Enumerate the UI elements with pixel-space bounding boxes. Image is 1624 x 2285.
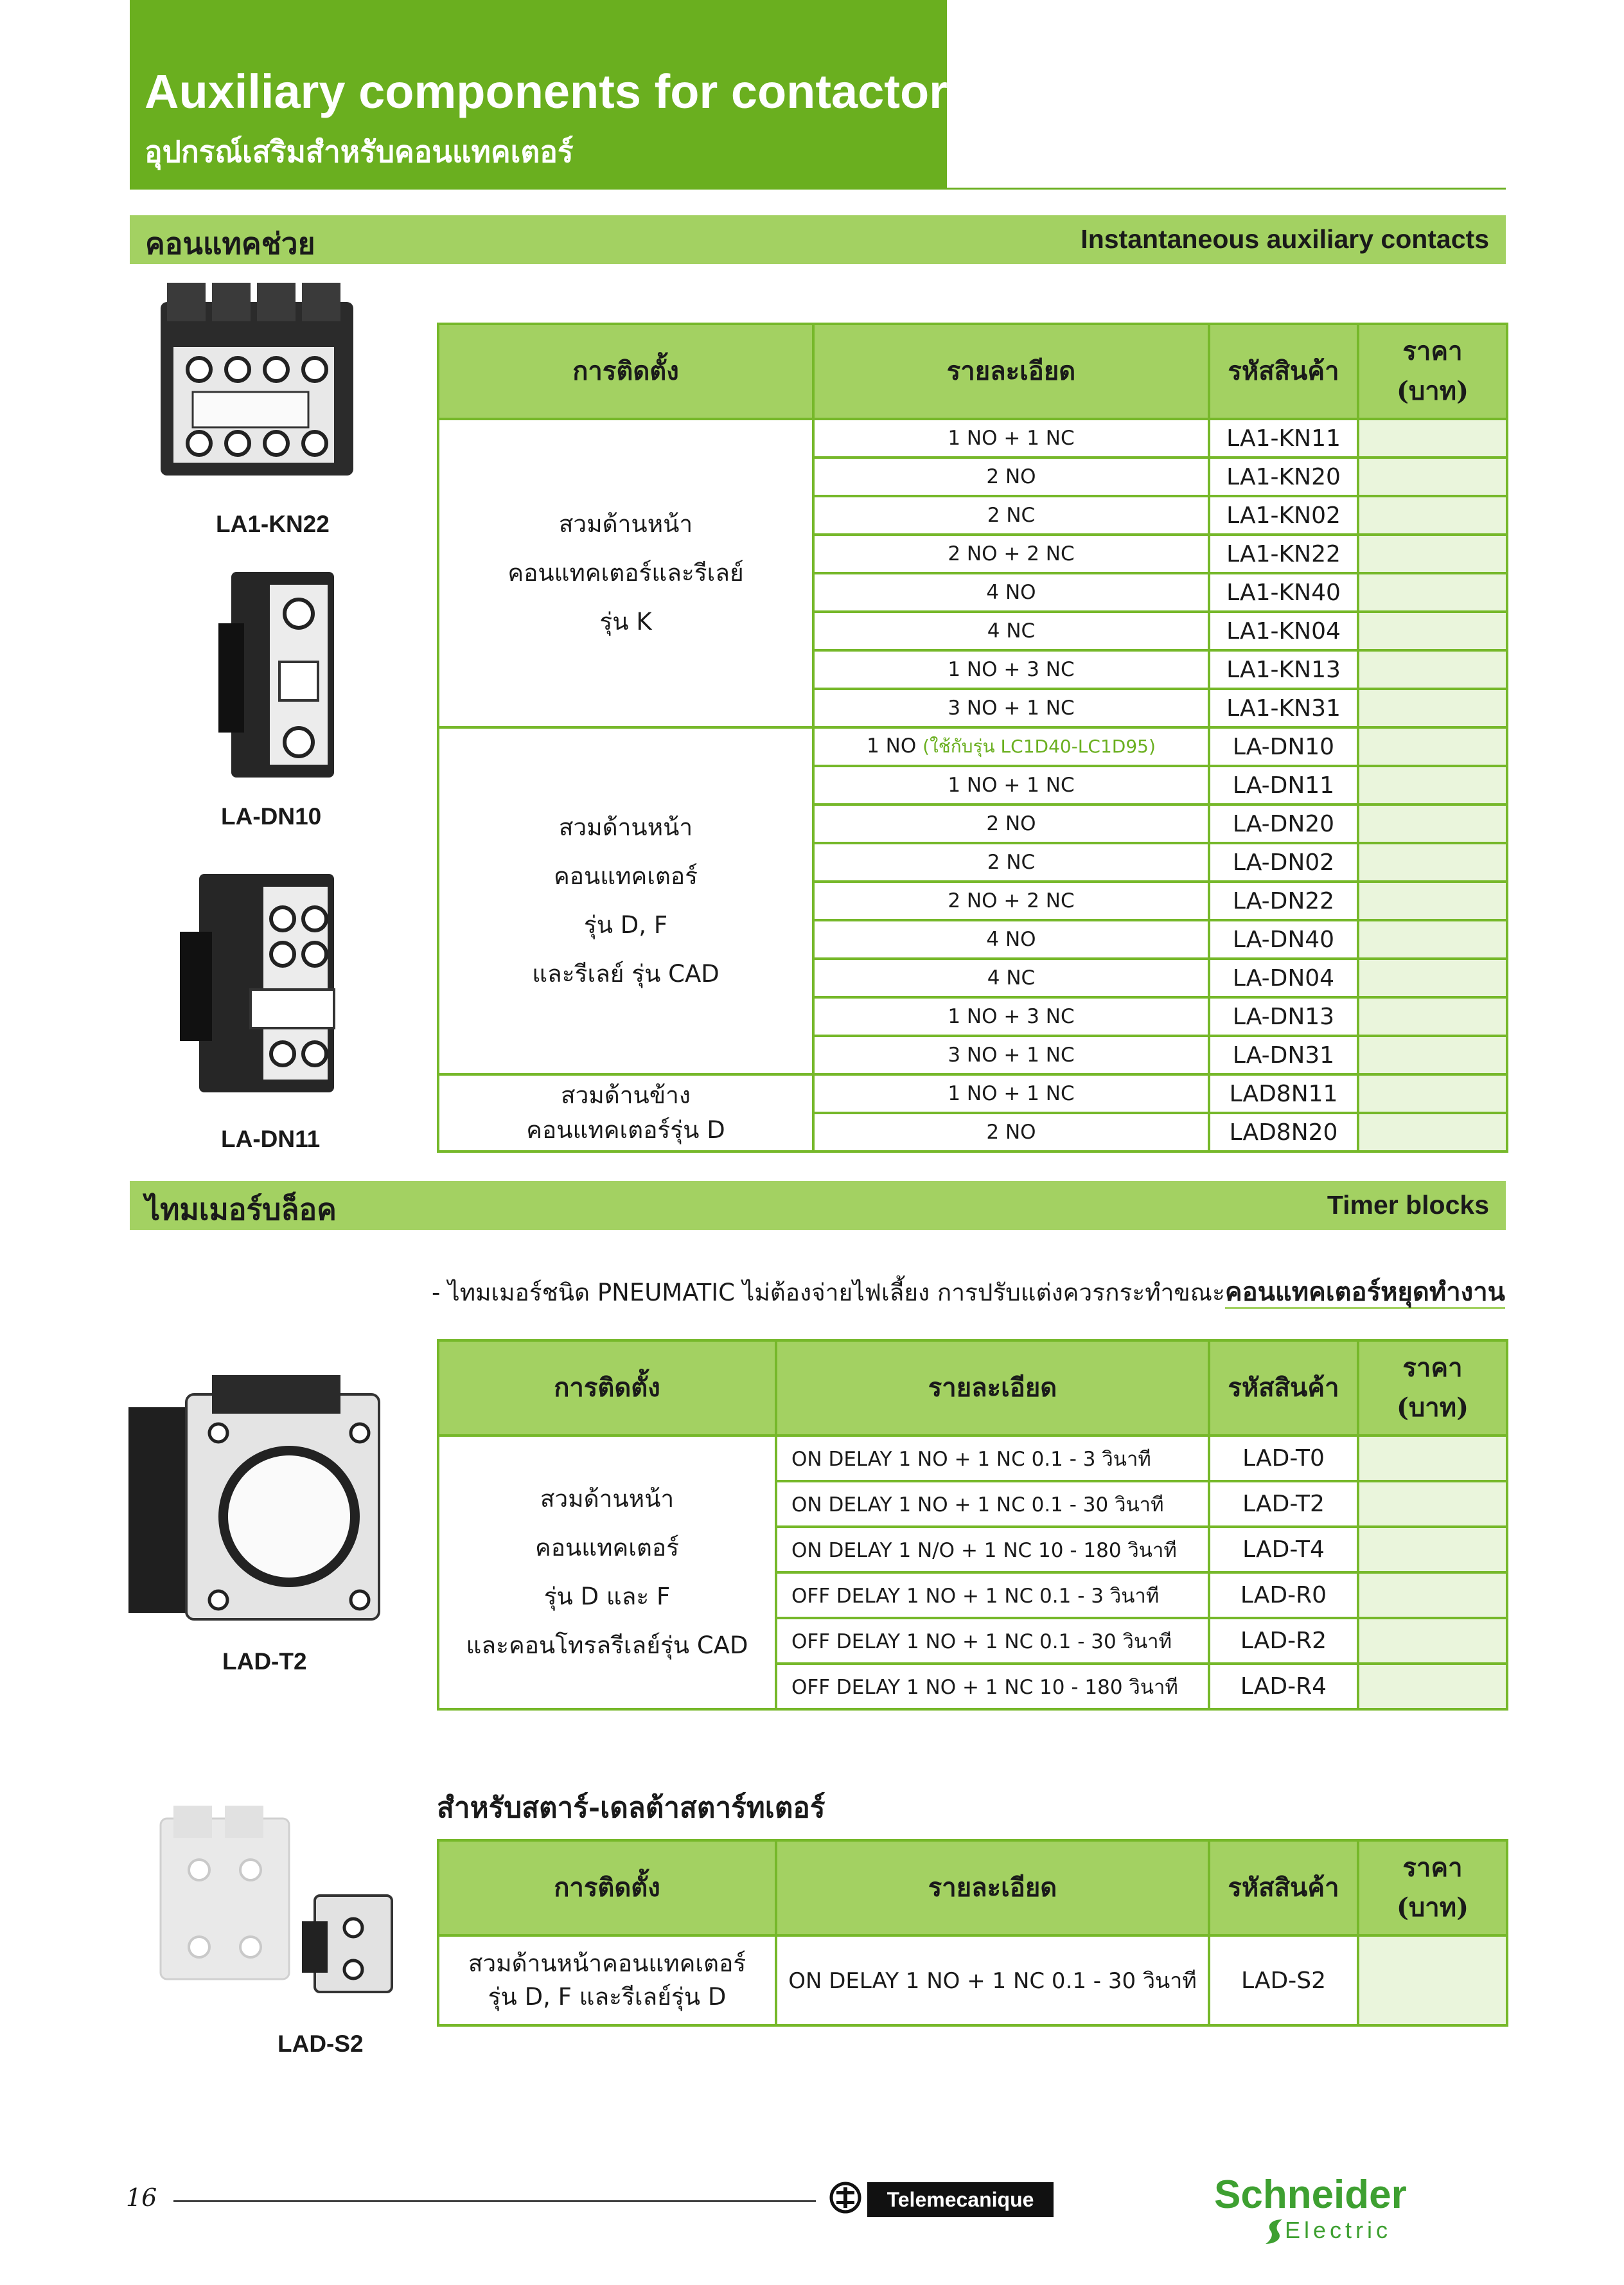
section-title-th: ไทมเมอร์บล็อค <box>145 1192 337 1227</box>
code-cell: LA-DN02 <box>1209 843 1358 882</box>
installation-cell: สวมด้านหน้าคอนแทคเตอร์ รุ่น D, F และรีเลย์รุ่น D <box>438 1935 776 2025</box>
price-cell <box>1358 882 1507 920</box>
table-row <box>438 1436 1507 1481</box>
code-cell: LAD-R4 <box>1209 1664 1358 1709</box>
detail-cell: 1 NO + 1 NC <box>813 419 1209 458</box>
code-cell: LAD-T2 <box>1209 1481 1358 1527</box>
code-cell: LA1-KN20 <box>1209 458 1358 496</box>
price-cell <box>1358 1664 1507 1709</box>
code-cell: LAD8N20 <box>1209 1113 1358 1151</box>
col-header-details: รายละเอียด <box>776 1340 1209 1436</box>
section-title-en: Instantaneous auxiliary contacts <box>1081 224 1489 254</box>
product-caption: LAD-T2 <box>222 1648 307 1675</box>
code-cell: LA-DN04 <box>1209 959 1358 997</box>
electric-brand: Electric <box>1285 2217 1392 2243</box>
price-cell <box>1358 612 1507 650</box>
timer-table-body <box>438 1436 1507 1709</box>
table-row <box>438 1935 1507 2025</box>
price-cell <box>1358 1618 1507 1664</box>
code-cell: LA-DN20 <box>1209 805 1358 843</box>
price-cell <box>1358 496 1507 535</box>
price-cell <box>1358 650 1507 689</box>
price-cell <box>1358 959 1507 997</box>
detail-cell: 2 NC <box>813 843 1209 882</box>
detail-cell: 4 NO <box>813 573 1209 612</box>
code-cell: LA-DN40 <box>1209 920 1358 959</box>
detail-cell: 4 NC <box>813 612 1209 650</box>
installation-cell: สวมด้านหน้า คอนแทคเตอร์ รุ่น D และ F และคอนโทรลรีเลย์รุ่น CAD <box>438 1436 776 1709</box>
detail-cell: 2 NC <box>813 496 1209 535</box>
detail-note: (ใช้กับรุ่น LC1D40-LC1D95) <box>922 736 1156 757</box>
page-number: 16 <box>126 2183 157 2212</box>
detail-cell: 4 NO <box>813 920 1209 959</box>
product-caption: LA-DN11 <box>221 1126 321 1152</box>
price-cell <box>1358 573 1507 612</box>
price-cell <box>1358 1572 1507 1618</box>
aux-contacts-table <box>437 323 1508 1153</box>
price-cell <box>1358 727 1507 766</box>
price-cell <box>1358 1036 1507 1074</box>
price-cell <box>1358 458 1507 496</box>
code-cell: LAD-S2 <box>1209 1935 1358 2025</box>
code-cell: LA1-KN04 <box>1209 612 1358 650</box>
product-caption: LAD-S2 <box>278 2031 364 2057</box>
code-cell: LA1-KN02 <box>1209 496 1358 535</box>
timer-note: - ไทมเมอร์ชนิด PNEUMATIC ไม่ต้องจ่ายไฟเลี้ยง การปรับแต่งควรกระทำขณะคอนแทคเตอร์หยุดทำงาน <box>432 1271 1505 1312</box>
detail-cell: OFF DELAY 1 NO + 1 NC 0.1 - 30 วินาที <box>776 1618 1209 1664</box>
col-header-installation: การติดตั้ง <box>438 1840 776 1935</box>
header-rule <box>947 188 1506 190</box>
detail-cell: 3 NO + 1 NC <box>813 1036 1209 1074</box>
detail-cell: 1 NO + 3 NC <box>813 650 1209 689</box>
product-caption: LA1-KN22 <box>216 511 330 537</box>
code-cell: LAD8N11 <box>1209 1074 1358 1113</box>
detail-cell: 2 NO <box>813 805 1209 843</box>
detail-cell: ON DELAY 1 NO + 1 NC 0.1 - 3 วินาที <box>776 1436 1209 1481</box>
price-cell <box>1358 997 1507 1036</box>
detail-cell: 1 NO + 1 NC <box>813 766 1209 805</box>
detail-cell: OFF DELAY 1 NO + 1 NC 10 - 180 วินาที <box>776 1664 1209 1709</box>
star-delta-table <box>437 1839 1508 2027</box>
price-cell <box>1358 1113 1507 1151</box>
code-cell: LA1-KN11 <box>1209 419 1358 458</box>
installation-cell: สวมด้านข้าง คอนแทคเตอร์รุ่น D <box>438 1074 813 1151</box>
col-header-code: รหัสสินค้า <box>1209 1340 1358 1436</box>
timer-blocks-table <box>437 1339 1508 1711</box>
product-image-lad-s2 <box>154 1799 411 2005</box>
code-cell: LA1-KN31 <box>1209 689 1358 727</box>
detail-cell: 2 NO + 2 NC <box>813 535 1209 573</box>
table-row <box>438 419 1507 458</box>
detail-cell: 3 NO + 1 NC <box>813 689 1209 727</box>
footer-rule <box>173 2200 816 2202</box>
table-row <box>438 727 1507 766</box>
price-cell <box>1358 805 1507 843</box>
price-cell <box>1358 1935 1507 2025</box>
code-cell: LA-DN22 <box>1209 882 1358 920</box>
detail-cell: 2 NO <box>813 458 1209 496</box>
installation-cell: สวมด้านหน้า คอนแทคเตอร์ รุ่น D, F และรีเลย์ รุ่น CAD <box>438 727 813 1074</box>
price-cell <box>1358 1436 1507 1481</box>
page-title: Auxiliary components for contactors <box>145 65 975 118</box>
col-header-price: ราคา (บาท) <box>1358 1840 1507 1935</box>
schneider-brand: Schneider <box>1214 2173 1407 2217</box>
page-subtitle: อุปกรณ์เสริมสำหรับคอนแทคเตอร์ <box>145 134 574 169</box>
price-cell <box>1358 1527 1507 1572</box>
col-header-price: ราคา (บาท) <box>1358 324 1507 419</box>
price-cell <box>1358 1481 1507 1527</box>
product-image-la1-kn22 <box>154 276 366 488</box>
code-cell: LAD-R0 <box>1209 1572 1358 1618</box>
code-cell: LA1-KN22 <box>1209 535 1358 573</box>
col-header-details: รายละเอียด <box>776 1840 1209 1935</box>
col-header-price: ราคา (บาท) <box>1358 1340 1507 1436</box>
section-bar-timer <box>130 1181 1506 1230</box>
col-header-code: รหัสสินค้า <box>1209 1840 1358 1935</box>
telemecanique-logo-icon <box>829 2181 862 2214</box>
price-cell <box>1358 920 1507 959</box>
table-row <box>438 1074 1507 1113</box>
price-cell <box>1358 419 1507 458</box>
code-cell: LAD-T0 <box>1209 1436 1358 1481</box>
product-image-la-dn10 <box>212 565 353 784</box>
code-cell: LAD-R2 <box>1209 1618 1358 1664</box>
timer-note-emphasis: คอนแทคเตอร์หยุดทำงาน <box>1225 1277 1505 1309</box>
telemecanique-brand: Telemecanique <box>867 2182 1054 2217</box>
product-image-la-dn11 <box>173 867 360 1099</box>
aux-table-body <box>438 419 1507 1151</box>
price-cell <box>1358 1074 1507 1113</box>
detail-cell: 1 NO (ใช้กับรุ่น LC1D40-LC1D95) <box>813 727 1209 766</box>
col-header-installation: การติดตั้ง <box>438 324 813 419</box>
product-image-lad-t2 <box>116 1369 398 1626</box>
code-cell: LA-DN10 <box>1209 727 1358 766</box>
installation-cell: สวมด้านหน้า คอนแทคเตอร์และรีเลย์ รุ่น K <box>438 419 813 727</box>
section-title-th: คอนแทคช่วย <box>145 226 315 261</box>
code-cell: LA1-KN40 <box>1209 573 1358 612</box>
detail-cell: ON DELAY 1 NO + 1 NC 0.1 - 30 วินาที <box>776 1935 1209 2025</box>
detail-cell: ON DELAY 1 N/O + 1 NC 10 - 180 วินาที <box>776 1527 1209 1572</box>
schneider-leaf-icon <box>1264 2217 1285 2246</box>
detail-cell: ON DELAY 1 NO + 1 NC 0.1 - 30 วินาที <box>776 1481 1209 1527</box>
code-cell: LA-DN13 <box>1209 997 1358 1036</box>
code-cell: LAD-T4 <box>1209 1527 1358 1572</box>
code-cell: LA1-KN13 <box>1209 650 1358 689</box>
col-header-installation: การติดตั้ง <box>438 1340 776 1436</box>
detail-cell: 2 NO <box>813 1113 1209 1151</box>
detail-cell: 1 NO + 3 NC <box>813 997 1209 1036</box>
price-cell <box>1358 843 1507 882</box>
product-caption: LA-DN10 <box>221 803 322 830</box>
code-cell: LA-DN31 <box>1209 1036 1358 1074</box>
col-header-code: รหัสสินค้า <box>1209 324 1358 419</box>
section-bar-aux <box>130 215 1506 264</box>
detail-cell: OFF DELAY 1 NO + 1 NC 0.1 - 3 วินาที <box>776 1572 1209 1618</box>
price-cell <box>1358 689 1507 727</box>
col-header-details: รายละเอียด <box>813 324 1209 419</box>
code-cell: LA-DN11 <box>1209 766 1358 805</box>
detail-cell: 2 NO + 2 NC <box>813 882 1209 920</box>
price-cell <box>1358 535 1507 573</box>
price-cell <box>1358 766 1507 805</box>
detail-cell: 1 NO + 1 NC <box>813 1074 1209 1113</box>
star-delta-heading: สำหรับสตาร์-เดลต้าสตาร์ทเตอร์ <box>437 1792 825 1824</box>
detail-cell: 4 NC <box>813 959 1209 997</box>
section-title-en: Timer blocks <box>1327 1190 1489 1220</box>
